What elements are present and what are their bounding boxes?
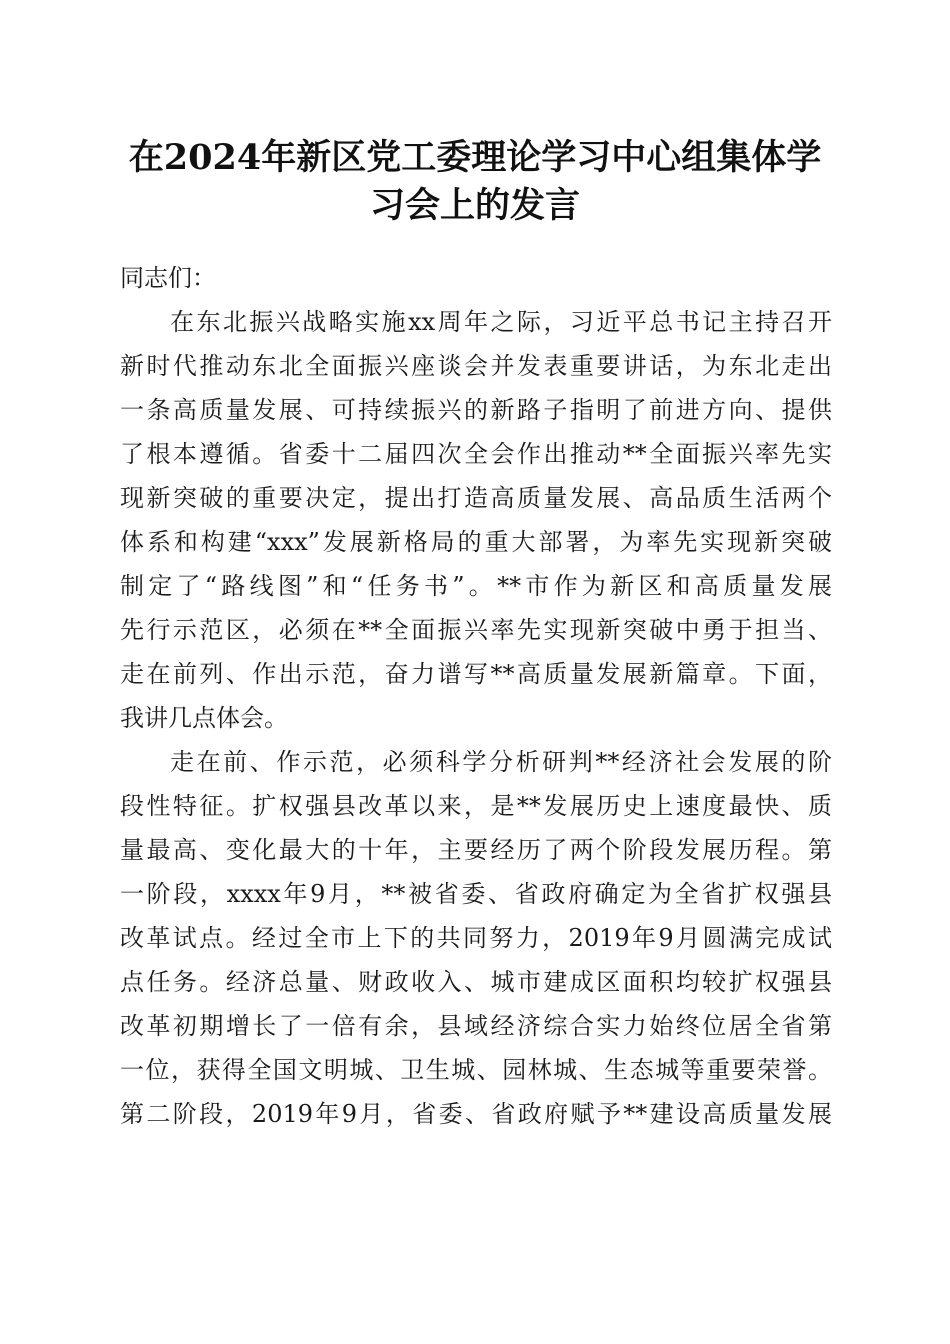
title-line-2: 习会上的发言 [369, 185, 580, 226]
paragraph-line: 改革初期增长了一倍有余，县域经济综合实力始终位居全省第 [120, 1012, 832, 1040]
paragraph-line: 一阶段，xxxx年9月，**被省委、省政府确定为全省扩权强县 [120, 880, 832, 908]
paragraph-line: 改革试点。经过全市上下的共同努力，2019年9月圆满完成试 [120, 924, 832, 952]
document-body [120, 256, 832, 1136]
paragraph-line: 我讲几点体会。 [120, 704, 288, 732]
paragraph-line: 量最高、变化最大的十年，主要经历了两个阶段发展历程。第 [120, 836, 832, 864]
paragraph-line: 制定了“路线图”和“任务书”。**市作为新区和高质量发展 [120, 572, 832, 600]
paragraph-line: 走在前、作示范，必须科学分析研判**经济社会发展的阶 [170, 748, 832, 776]
paragraph-1 [120, 300, 832, 740]
paragraph-line: 先行示范区，必须在**全面振兴率先实现新突破中勇于担当、 [120, 616, 832, 644]
paragraph-line: 一位，获得全国文明城、卫生城、园林城、生态城等重要荣誉。 [120, 1056, 832, 1084]
paragraph-line: 一条高质量发展、可持续振兴的新路子指明了前进方向、提供 [120, 396, 832, 424]
title-line-1: 在2024年新区党工委理论学习中心组集体学 [128, 137, 822, 178]
paragraph-line: 点任务。经济总量、财政收入、城市建成区面积均较扩权强县 [120, 968, 832, 996]
paragraph-line: 体系和构建“xxx”发展新格局的重大部署，为率先实现新突破 [120, 528, 832, 556]
salutation: 同志们： [120, 264, 216, 292]
paragraph-2 [120, 740, 832, 1136]
document-title [100, 134, 850, 230]
paragraph-line: 段性特征。扩权强县改革以来，是**发展历史上速度最快、质 [120, 792, 832, 820]
paragraph-line: 现新突破的重要决定，提出打造高质量发展、高品质生活两个 [120, 484, 832, 512]
paragraph-line: 新时代推动东北全面振兴座谈会并发表重要讲话，为东北走出 [120, 352, 832, 380]
paragraph-line: 了根本遵循。省委十二届四次全会作出推动**全面振兴率先实 [120, 440, 832, 468]
paragraph-line: 第二阶段，2019年9月，省委、省政府赋予**建设高质量发展 [120, 1100, 832, 1128]
paragraph-line: 走在前列、作出示范，奋力谱写**高质量发展新篇章。下面， [120, 660, 832, 688]
paragraph-line: 在东北振兴战略实施xx周年之际，习近平总书记主持召开 [170, 308, 832, 336]
